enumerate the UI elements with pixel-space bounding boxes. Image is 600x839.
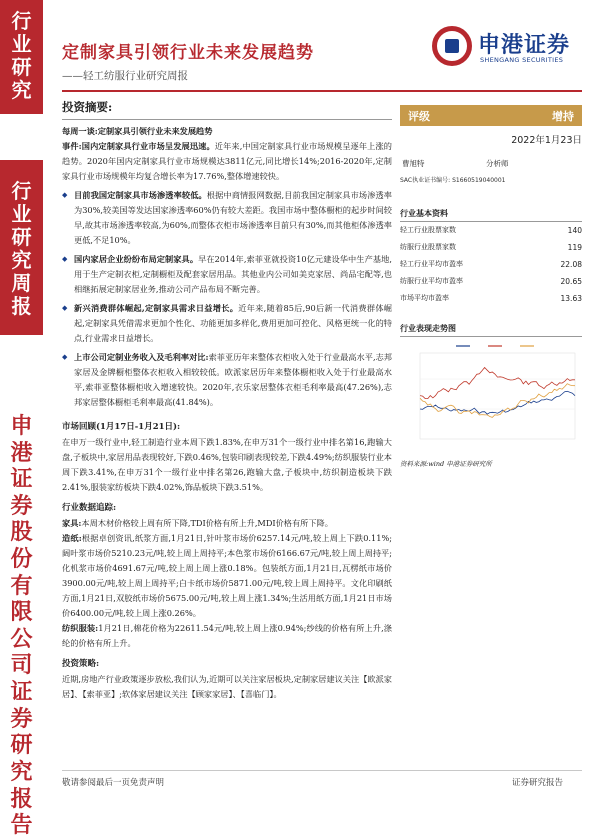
bullet-text: 近年来,随着85后,90后新一代消费群体崛起,定制家具凭借需求更加个性化、功能更加多样化,费用更加可控化、风格更统一化的特点,行业需求日益增长。 xyxy=(74,303,392,343)
strategy-heading: 投资策略: xyxy=(62,659,100,669)
basic-info-value: 20.65 xyxy=(560,277,582,286)
data-tracking-heading: 行业数据追踪: xyxy=(62,503,117,513)
bullet-text: 索菲亚历年来整体衣柜收入处于行业最高水平,志邦家居及金牌橱柜整体衣柜收入相较较低。欧派家居历年来整体橱柜收入处于行业最高水平,索菲亚整体橱柜收入增速较快。2020年,衣乐家居整体衣柜毛利率最高(47.26%),志邦家居整体橱柜毛利率最高(41.84%)。 xyxy=(74,352,392,407)
chart-series-line-1 xyxy=(420,391,575,414)
report-date: 2022年1月23日 xyxy=(511,135,582,146)
bullet-heading: 上市公司定制业务收入及毛利率对比: xyxy=(74,352,209,362)
basic-info-row xyxy=(400,239,582,256)
rating-label: 评级 xyxy=(408,109,430,123)
basic-info-value: 140 xyxy=(567,226,582,235)
rating-value: 增持 xyxy=(552,109,574,123)
bullet-heading: 目前我国定制家具市场渗透率较低。 xyxy=(74,190,207,200)
basic-info-key: 市场平均市盈率 xyxy=(400,294,449,302)
logo-mark-icon xyxy=(432,26,472,66)
paper-text: 根据卓创资讯,纸浆方面,1月21日,针叶浆市场价6257.14元/吨,较上周上下跌0.11%;阔叶浆市场价5210.23元/吨,较上周上周持平;本色浆市场价6166.67元/吨,较上周上周持平;化机浆市场价4691.67元/吨,较上周上周上涨0.18%。包装纸方面,1月21日,瓦楞纸市场价3900.00元/吨,较上周上周持平;白卡纸市场价5871.00元/吨,较上周上周持平。文化印刷纸方面,1月21日,双胶纸市场价5675.00元/吨,较上周上涨1.34%;生活用纸方面,1月21日市场价6400.00元/吨,较上周上涨0.26%。 xyxy=(62,533,392,618)
market-review-text: 在申万一级行业中,轻工制造行业本周下跌1.83%,在申万31个一级行业中排名第16,跑输大盘,子板块中,家居用品表现较好,下跌0.46%,包装印刷表现较差,下跌4.49%;纺织服装行业本周下跌3.41%,在申万31个一级行业中排名第26,跑输大盘,子板块中,纺织制造板块下跌2.41%,服装家纺板块下跌4.02%,饰品板块下跌3.51%。 xyxy=(62,437,392,492)
summary-bullet xyxy=(62,350,392,410)
sidebar-report-type-block xyxy=(0,160,43,335)
event-label: 事件:国内定制家具行业市场呈发展迅速。 xyxy=(62,141,215,151)
sidebar-category-label: 行 业 研 究 xyxy=(11,9,32,102)
basic-info-value: 119 xyxy=(567,243,582,252)
basic-info-list xyxy=(400,222,582,307)
furniture-text: 本周木材价格较上周有所下降,TDI价格有所上升,MDI价格有所下降。 xyxy=(81,518,333,528)
summary-bullets xyxy=(62,188,392,414)
basic-info-value: 13.63 xyxy=(560,294,582,303)
company-logo xyxy=(432,26,582,72)
basic-info-value: 22.08 xyxy=(560,260,582,269)
bullet-heading: 新兴消费群体崛起,定制家具需求日益增长。 xyxy=(74,303,239,313)
footer-divider xyxy=(62,770,582,771)
sidebar-company-block xyxy=(0,405,43,839)
basic-info-row xyxy=(400,273,582,290)
summary-bullet xyxy=(62,252,392,297)
summary-divider xyxy=(62,119,392,120)
chart-title: 行业表现走势图 xyxy=(400,323,582,337)
basic-info-row xyxy=(400,290,582,307)
strategy-text: 近期,房地产行业政策逐步放松,我们认为,近期可以关注家居板块,定制家居建议关注【欧派家居】、【索菲亚】;软体家居建议关注【顾家家居】、【喜临门】。 xyxy=(62,674,392,699)
sidebar-category-block xyxy=(0,0,43,114)
rating-bar xyxy=(400,105,582,126)
event-paragraph xyxy=(62,139,392,184)
textile-text: 1月21日,棉花价格为22611.54元/吨,较上周上涨0.94%;纱线的价格有所上升,涤纶的价格有所上升。 xyxy=(62,623,392,648)
basic-info-row xyxy=(400,256,582,273)
chart-source: 资料来源:wind 申港证券研究所 xyxy=(400,460,492,468)
page-title: 定制家具引领行业未来发展趋势 xyxy=(62,43,314,63)
right-sidebar xyxy=(400,105,582,468)
basic-info-row xyxy=(400,222,582,239)
header-divider xyxy=(62,90,582,92)
sidebar-company-label: 申 港 证 券 股 份 有 限 公 司 证 券 研 究 报 告 xyxy=(10,413,33,839)
basic-info-title: 行业基本资料 xyxy=(400,208,582,222)
basic-info-key: 轻工行业股票家数 xyxy=(400,226,456,234)
performance-chart xyxy=(400,339,582,457)
main-content xyxy=(62,100,392,702)
page-subtitle: ——轻工纺服行业研究周报 xyxy=(62,70,188,82)
sidebar-report-type-label: 行 业 研 究 周 报 xyxy=(11,179,32,318)
footer-label: 证券研究报告 xyxy=(512,778,564,788)
textile-paragraph xyxy=(62,621,392,651)
logo-en-text: SHENGANG SECURITIES xyxy=(480,56,564,64)
basic-info-key: 纺服行业平均市盈率 xyxy=(400,277,463,285)
bullet-heading: 国内家居企业纷纷布局定制家具。 xyxy=(74,254,199,264)
summary-bullet xyxy=(62,188,392,248)
footer-disclaimer: 敬请参阅最后一页免责声明 xyxy=(62,778,165,788)
analyst-name: 曹旭特 xyxy=(402,159,425,168)
chart-plot-frame xyxy=(420,353,575,439)
analyst-row xyxy=(400,158,582,169)
furniture-label: 家具: xyxy=(62,518,82,528)
chart-series-line-2 xyxy=(420,368,575,399)
bullet-text: 早在2014年,索菲亚就投资10亿元建设华中生产基地,用于生产定制衣柜,定制橱柜及配套家居用品。其他业内公司如美克家居、尚品宅配等,也相继拓展定制家居业务,推动公司产品布局不断完善。 xyxy=(74,254,392,294)
summary-bullet xyxy=(62,301,392,346)
textile-label: 纺织服装: xyxy=(62,623,99,633)
analyst-role: 分析师 xyxy=(486,159,509,168)
paper-label: 造纸: xyxy=(62,533,82,543)
market-review-heading: 市场回顾(1月17日-1月21日): xyxy=(62,422,181,432)
logo-cn-text: 申港证券 xyxy=(478,33,571,58)
sac-number: SAC执业证书编号: S1660519040001 xyxy=(400,177,506,184)
basic-info-key: 轻工行业平均市盈率 xyxy=(400,260,463,268)
weekly-topic: 每周一谈:定制家具引领行业未来发展趋势 xyxy=(62,126,213,136)
paper-paragraph xyxy=(62,531,392,621)
bullet-text: 根据中商情报网数据,目前我国定制家具市场渗透率为30%,较美国等发达国家渗透率60%仍有较大差距。我国市场中整体橱柜的起步时间较早,故其市场渗透率较高,为60%,而整体衣柜市场渗透率目前只有30%,而其他柜体渗透率更低,不足10%。 xyxy=(74,190,392,245)
event-text: 近年来,中国定制家具行业市场规模呈逐年上涨的趋势。2020年国内定制家具行业市场规模达3811亿元,同比增长14%;2016-2020年,定制家具行业市场规模年均复合增长率为17.76%,整体增速较快。 xyxy=(62,141,392,181)
furniture-paragraph xyxy=(62,516,392,531)
summary-heading: 投资摘要: xyxy=(62,100,113,114)
basic-info-key: 纺服行业股票家数 xyxy=(400,243,456,251)
